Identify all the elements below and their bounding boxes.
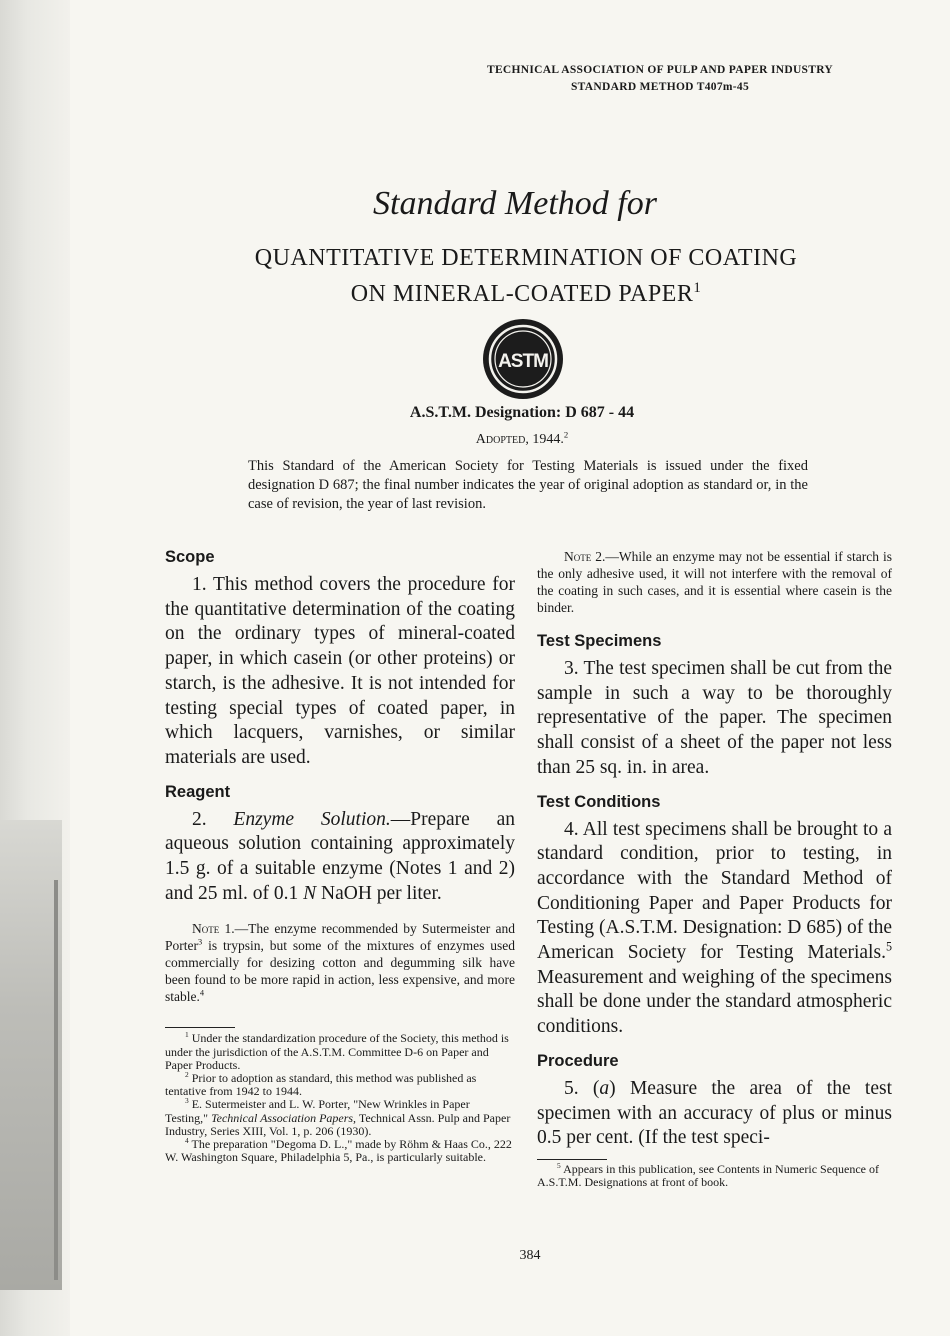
procedure-text: ) Measure the area of the test specimen with an accuracy of plus or minus 0.5 per cent. (If the test speci- bbox=[537, 1077, 892, 1149]
reagent-text: —Prepare an aqueous solution containing approximately 1.5 g. of a suitable enzyme (Notes 1 and 2) and 25 ml. of 0.1 bbox=[165, 808, 515, 904]
footnote-5 bbox=[537, 1160, 892, 1190]
test-conditions-footnote-ref: 5 bbox=[885, 939, 892, 954]
test-specimens-heading: Test Specimens bbox=[537, 632, 662, 650]
note-1-footnote-ref: 3 bbox=[198, 937, 203, 947]
header-line-1: TECHNICAL ASSOCIATION OF PULP AND PAPER INDUSTRY bbox=[486, 64, 834, 76]
footnote-5-text: Appears in this publication, see Contents in Numeric Sequence of A.S.T.M. Designations at front of book. bbox=[537, 1161, 879, 1190]
main-title-line-2 bbox=[0, 276, 950, 312]
footnotes-left bbox=[165, 1032, 515, 1164]
title-italic: Standard Method for bbox=[373, 185, 657, 222]
test-conditions-paragraph bbox=[537, 818, 892, 1040]
procedure-number: 5. ( bbox=[564, 1077, 600, 1099]
procedure-item-letter: a bbox=[599, 1077, 610, 1099]
footnote-2-text: Prior to adoption as standard, this method was published as tentative from 1942 to 1944. bbox=[165, 1071, 477, 1099]
reagent-number: 2. bbox=[192, 808, 207, 830]
procedure-heading: Procedure bbox=[537, 1051, 619, 1070]
main-title-footnote-ref: 1 bbox=[693, 280, 702, 296]
adopted-label: Adopted bbox=[475, 432, 526, 447]
designation-value: D 687 - 44 bbox=[565, 404, 635, 421]
note-2-label: Note 2. bbox=[564, 549, 606, 564]
test-conditions-text-2: Measurement and weighing of the specimens shall be done under the standard atmospheric conditions. bbox=[537, 966, 892, 1038]
scope-heading: Scope bbox=[165, 548, 215, 566]
note-1-label: Note 1. bbox=[192, 921, 235, 937]
footnote-4-marker: 4 bbox=[185, 1136, 189, 1146]
footnote-rule-left bbox=[165, 1027, 235, 1028]
book-spine-dark bbox=[0, 820, 62, 1290]
test-conditions-text: 4. All test specimens shall be brought to a standard condition, prior to testing, in accordance with the Standard Method of Conditioning Paper and Paper Products for Testing (A.S.T.M. Designation: D 685) of the American Society for Testing Materials. bbox=[537, 818, 892, 964]
left-column bbox=[165, 548, 515, 1164]
note-1-text: —The enzyme recommended by Sutermeister and Porter bbox=[165, 921, 516, 954]
note-1-text-2: is trypsin, but some of the mixtures of enzymes used commercially for desizing cotton and degumming silk have been found to be more rapid in action, less expensive, and more stable. bbox=[165, 938, 515, 1005]
astm-logo-icon bbox=[481, 317, 565, 401]
note-2 bbox=[537, 548, 892, 616]
footnote-1-text: Under the standardization procedure of the Society, this method is under the jurisdiction of the A.S.T.M. Committee D-6 on Paper and Paper Products. bbox=[165, 1031, 509, 1072]
scope-paragraph: 1. This method covers the procedure for the quantitative determination of the coating on the ordinary types of mineral-coated paper, in which casein (or other proteins) or starch, is the adhesive. It is not intended for testing special types of coated paper, in which lacquers, varnishes, or similar materials are used. bbox=[165, 574, 515, 768]
footnote-3-journal: Technical Association Papers, bbox=[211, 1110, 357, 1125]
designation-label: A.S.T.M. Designation: bbox=[409, 404, 562, 421]
adopted-year: , 1944. bbox=[525, 432, 564, 447]
reagent-title: Enzyme Solution. bbox=[233, 808, 391, 830]
reagent-end: NaOH per liter. bbox=[321, 882, 442, 904]
note-2-text: —While an enzyme may not be essential if starch is the only adhesive used, it will not interfere with the removal of the coating in such cases, and it is essential where casein is the binder. bbox=[537, 549, 892, 615]
header-line-2: STANDARD METHOD T407m-45 bbox=[570, 81, 749, 93]
footnote-3-marker: 3 bbox=[185, 1096, 189, 1106]
footnote-1 bbox=[165, 1032, 515, 1072]
footnote-5-marker: 5 bbox=[557, 1160, 561, 1170]
page-number: 384 bbox=[519, 1248, 541, 1263]
test-specimens-paragraph: 3. The test specimen shall be cut from the sample in such a way to be thoroughly representative of the paper. The specimen shall consist of a sheet of the paper not less than 25 sq. in. in area. bbox=[537, 658, 892, 778]
main-title bbox=[0, 240, 950, 312]
intro-paragraph: This Standard of the American Society for Testing Materials is issued under the fixed designation D 687; the final number indicates the year of original adoption as standard or, in the case of revision, the year of last revision. bbox=[248, 458, 808, 512]
reagent-heading: Reagent bbox=[165, 782, 231, 801]
adopted-line bbox=[0, 429, 950, 448]
footnote-4 bbox=[165, 1138, 515, 1164]
footnote-3-text-a: E. Sutermeister and L. W. Porter, "New Wrinkles in Paper Testing," bbox=[165, 1097, 470, 1125]
note-1-footnote-ref-2: 4 bbox=[199, 988, 205, 998]
book-spine-line bbox=[54, 880, 58, 1280]
footnote-1-marker: 1 bbox=[185, 1030, 189, 1040]
procedure-paragraph bbox=[537, 1077, 892, 1151]
adopted-footnote-ref: 2 bbox=[563, 429, 569, 440]
right-column bbox=[537, 548, 892, 1189]
note-1 bbox=[165, 920, 515, 1005]
reagent-paragraph bbox=[165, 808, 515, 907]
main-title-line-1: QUANTITATIVE DETERMINATION OF COATING bbox=[254, 245, 798, 271]
running-header bbox=[420, 62, 900, 96]
astm-designation bbox=[0, 404, 950, 422]
footnote-rule-right bbox=[537, 1159, 607, 1160]
main-title-line-2-text: ON MINERAL-COATED PAPER bbox=[350, 281, 694, 307]
test-conditions-heading: Test Conditions bbox=[537, 792, 661, 811]
footnote-2-marker: 2 bbox=[185, 1070, 189, 1080]
reagent-normal-symbol: N bbox=[303, 882, 317, 904]
footnote-3-text-b: Technical Assn. Pulp and Paper Industry, Series XIII, Vol. 1, p. 206 (1930). bbox=[165, 1110, 511, 1138]
footnote-4-text: The preparation "Degoma D. L.," made by Röhm & Haas Co., 222 W. Washington Square, Philadelphia 5, Pa., is particularly suitable. bbox=[165, 1137, 512, 1165]
footnote-2 bbox=[165, 1072, 515, 1098]
footnote-3 bbox=[165, 1098, 515, 1138]
logo-text: ASTM bbox=[498, 351, 548, 372]
